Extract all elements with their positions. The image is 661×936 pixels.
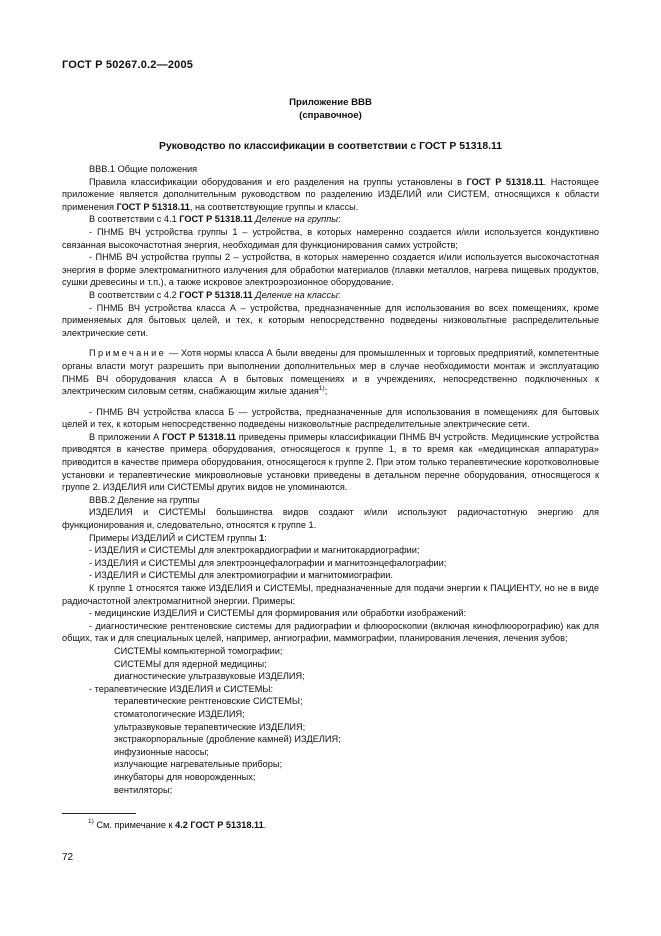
annex-heading <box>0 96 661 122</box>
list-item: экстракорпоральные (дробление камней) ИЗДЕЛИЯ; <box>114 734 341 745</box>
section-heading: ВВВ.1 Общие положения <box>89 164 198 174</box>
list-item: - ИЗДЕЛИЯ и СИСТЕМЫ для электрокардиографии и магнитокардиографии; <box>89 545 420 556</box>
list-item: - медицинские ИЗДЕЛИЯ и СИСТЕМЫ для формирования или обработки изображений: <box>89 608 467 619</box>
note: Примечание — Хотя нормы класса А были введены для промышленных и торговых предприятий, компетентные органы власти могут разрешить при выполнении дополнительных мер в случае необходимости монтаж и эксплуатацию ПНМБ ВЧ оборудования класса А в бытовых помещениях и в учреждениях, непосредственно подключенных к электрическим силовым сетям, снабжающим жилые здания$^{1)}$; <box>62 348 599 397</box>
annex-kind: (справочное) <box>299 110 362 121</box>
list-item: СИСТЕМЫ для ядерной медицины; <box>114 658 267 669</box>
document-header: ГОСТ Р 50267.0.2—2005 <box>62 59 194 71</box>
list-item: - ПНМБ ВЧ устройства класса А – устройства, предназначенные для использования во всех помещениях, кроме применяемых для бытовых целей, и тех, к которым непосредственно подведены низковольтные распределительные электрические сети. <box>62 302 599 338</box>
list-item: излучающие нагревательные приборы; <box>114 759 283 770</box>
section-heading: ВВВ.2 Деление на группы <box>89 494 200 505</box>
list-item: - ИЗДЕЛИЯ и СИСТЕМЫ для электромиографии и магнитомиографии. <box>89 570 393 581</box>
paragraph: В соответствии с 4.2 ГОСТ Р 51318.11 Деление на классы: <box>89 289 341 300</box>
footnote: $^{1)}$ См. примечание к 4.2 ГОСТ Р 51318.11. <box>88 818 267 830</box>
list-item: диагностические ультразвуковые ИЗДЕЛИЯ; <box>114 671 305 682</box>
list-item: - ПНМБ ВЧ устройства группы 2 – устройства, в которых намеренно создается и/или используется высокочастотная энергия в форме электромагнитного излучения для обработки материалов (плавки металлов, нагрева пищевых продуктов, сушки древесины и т.п.), а также искровое электроэрозионное оборудование. <box>62 252 599 288</box>
document-body <box>62 163 599 796</box>
note-label: Примечание <box>89 348 167 359</box>
list-item: инкубаторы для новорожденных; <box>114 771 256 782</box>
list-item: - терапевтические ИЗДЕЛИЯ и СИСТЕМЫ: <box>89 683 274 694</box>
main-title: Руководство по классификации в соответствии с ГОСТ Р 51318.11 <box>159 141 502 152</box>
list-item: стоматологические ИЗДЕЛИЯ; <box>114 708 245 719</box>
paragraph: ИЗДЕЛИЯ и СИСТЕМЫ большинства видов создают и/или используют радиочастотную энергию для функционирования и, следовательно, относятся к группе 1. <box>62 507 599 531</box>
footnote-mark: 1) <box>88 818 94 825</box>
paragraph: Правила классификации оборудования и его разделения на группы установлены в ГОСТ Р 51318.11. Настоящее приложение является дополнительным руководством по разделению ИЗДЕЛИЙ или СИСТЕМ, относящихся к области применения ГОСТ Р 51318.11, на соответствующие группы и классы. <box>62 176 599 212</box>
footnote-divider <box>62 813 136 814</box>
list-item: - диагностические рентгеновские системы для радиографии и флюороскопии (включая кинофлюорографию) как для общих, так и для специальных целей, например, ангиографии, маммографии, планирования лечения, лечения зубов; <box>62 620 599 644</box>
list-item: - ПНМБ ВЧ устройства группы 1 – устройства, в которых намеренно создается и/или используется кондуктивно связанная высокочастотная энергия, необходимая для функционирования самих устройств; <box>62 226 599 250</box>
list-item: - ИЗДЕЛИЯ и СИСТЕМЫ для электроэнцефалографии и магнитоэнцефалографии; <box>89 557 447 568</box>
annex-title: Приложение ВВВ <box>289 97 372 108</box>
paragraph: Примеры ИЗДЕЛИЙ и СИСТЕМ группы 1: <box>89 532 267 543</box>
paragraph: К группе 1 относятся также ИЗДЕЛИЯ и СИСТЕМЫ, предназначенные для подачи энергии к ПАЦИЕНТУ, но не в виде радиочастотной электромагнитной энергии. Примеры: <box>62 583 599 606</box>
list-item: ультразвуковые терапевтические ИЗДЕЛИЯ; <box>114 721 306 732</box>
list-item: инфузионные насосы; <box>114 746 209 757</box>
page-number: 72 <box>62 852 74 863</box>
paragraph: В соответствии с 4.1 ГОСТ Р 51318.11 Деление на группы: <box>89 214 341 225</box>
list-item: - ПНМБ ВЧ устройства класса Б — устройства, предназначенные для использования в помещениях для бытовых целей и тех, к которым непосредственно подведены низковольтные распределительные электрические сети. <box>62 406 599 430</box>
footnote-ref: 1) <box>318 385 325 393</box>
list-item: СИСТЕМЫ компьютерной томографии; <box>114 645 283 656</box>
list-item: терапевтические рентгеновские СИСТЕМЫ; <box>114 696 303 707</box>
list-item: вентиляторы; <box>114 784 173 795</box>
paragraph: В приложении А ГОСТ Р 51318.11 приведены примеры классификации ПНМБ ВЧ устройств. Медицинские устройства приводятся в качестве примера оборудования, относящегося к группе 1, в то время как «медицинская аппаратура» приводится в качестве примера оборудования, относящегося к группе 2. При этом только терапевтические коротковолновые установки и терапевтические микроволновые установки приведены в детальном перечне оборудования, относящегося к группе 2. ИЗДЕЛИЯ или СИСТЕМЫ других видов не упоминаются. <box>62 431 599 493</box>
